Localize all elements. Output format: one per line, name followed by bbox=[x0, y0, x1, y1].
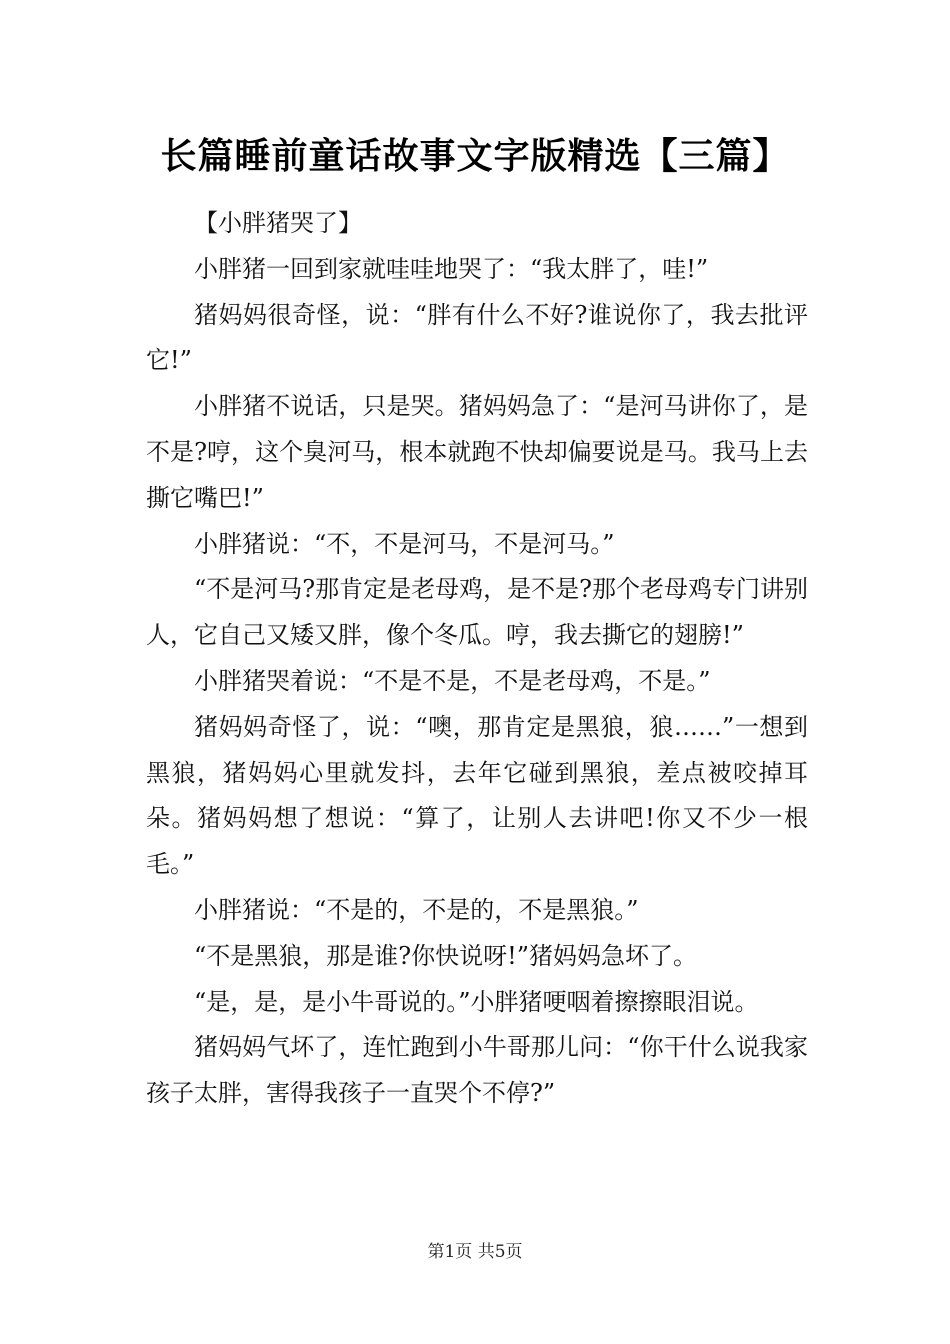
paragraph: 小胖猪哭着说：“不是不是，不是老母鸡，不是。” bbox=[194, 666, 711, 695]
paragraph: 小胖猪不说话，只是哭。猪妈妈急了：“是河马讲你了，是不是?哼，这个臭河马，根本就跑不快却偏要说是马。我马上去撕它嘴巴!” bbox=[146, 392, 808, 512]
paragraph: “是，是，是小牛哥说的。”小胖猪哽咽着擦擦眼泪说。 bbox=[194, 987, 759, 1016]
document-body bbox=[146, 201, 808, 1117]
paragraph: 【小胖猪哭了】 bbox=[194, 209, 362, 237]
paragraph: “不是河马?那肯定是老母鸡，是不是?那个老母鸡专门讲别人，它自己又矮又胖，像个冬瓜。哼，我去撕它的翅膀!” bbox=[146, 575, 809, 650]
page-number-footer: 第1页 共5页 bbox=[427, 1242, 523, 1262]
paragraph: 小胖猪一回到家就哇哇地哭了：“我太胖了，哇!” bbox=[194, 254, 709, 283]
paragraph: 猪妈妈很奇怪，说：“胖有什么不好?谁说你了，我去批评它!” bbox=[146, 300, 808, 375]
paragraph: 小胖猪说：“不，不是河马，不是河马。” bbox=[194, 529, 615, 558]
paragraph: “不是黑狼，那是谁?你快说呀!”猪妈妈急坏了。 bbox=[194, 941, 698, 970]
paragraph: 猪妈妈气坏了，连忙跑到小牛哥那儿问：“你干什么说我家孩子太胖，害得我孩子一直哭个不停?” bbox=[146, 1033, 808, 1108]
paragraph: 小胖猪说：“不是的，不是的，不是黑狼。” bbox=[194, 895, 639, 924]
paragraph: 猪妈妈奇怪了，说：“噢，那肯定是黑狼，狼……”一想到黑狼，猪妈妈心里就发抖，去年它碰到黑狼，差点被咬掉耳朵。猪妈妈想了想说：“算了，让别人去讲吧!你又不少一根毛。” bbox=[146, 712, 808, 879]
document-title: 长篇睡前童话故事文字版精选【三篇】 bbox=[160, 135, 790, 177]
